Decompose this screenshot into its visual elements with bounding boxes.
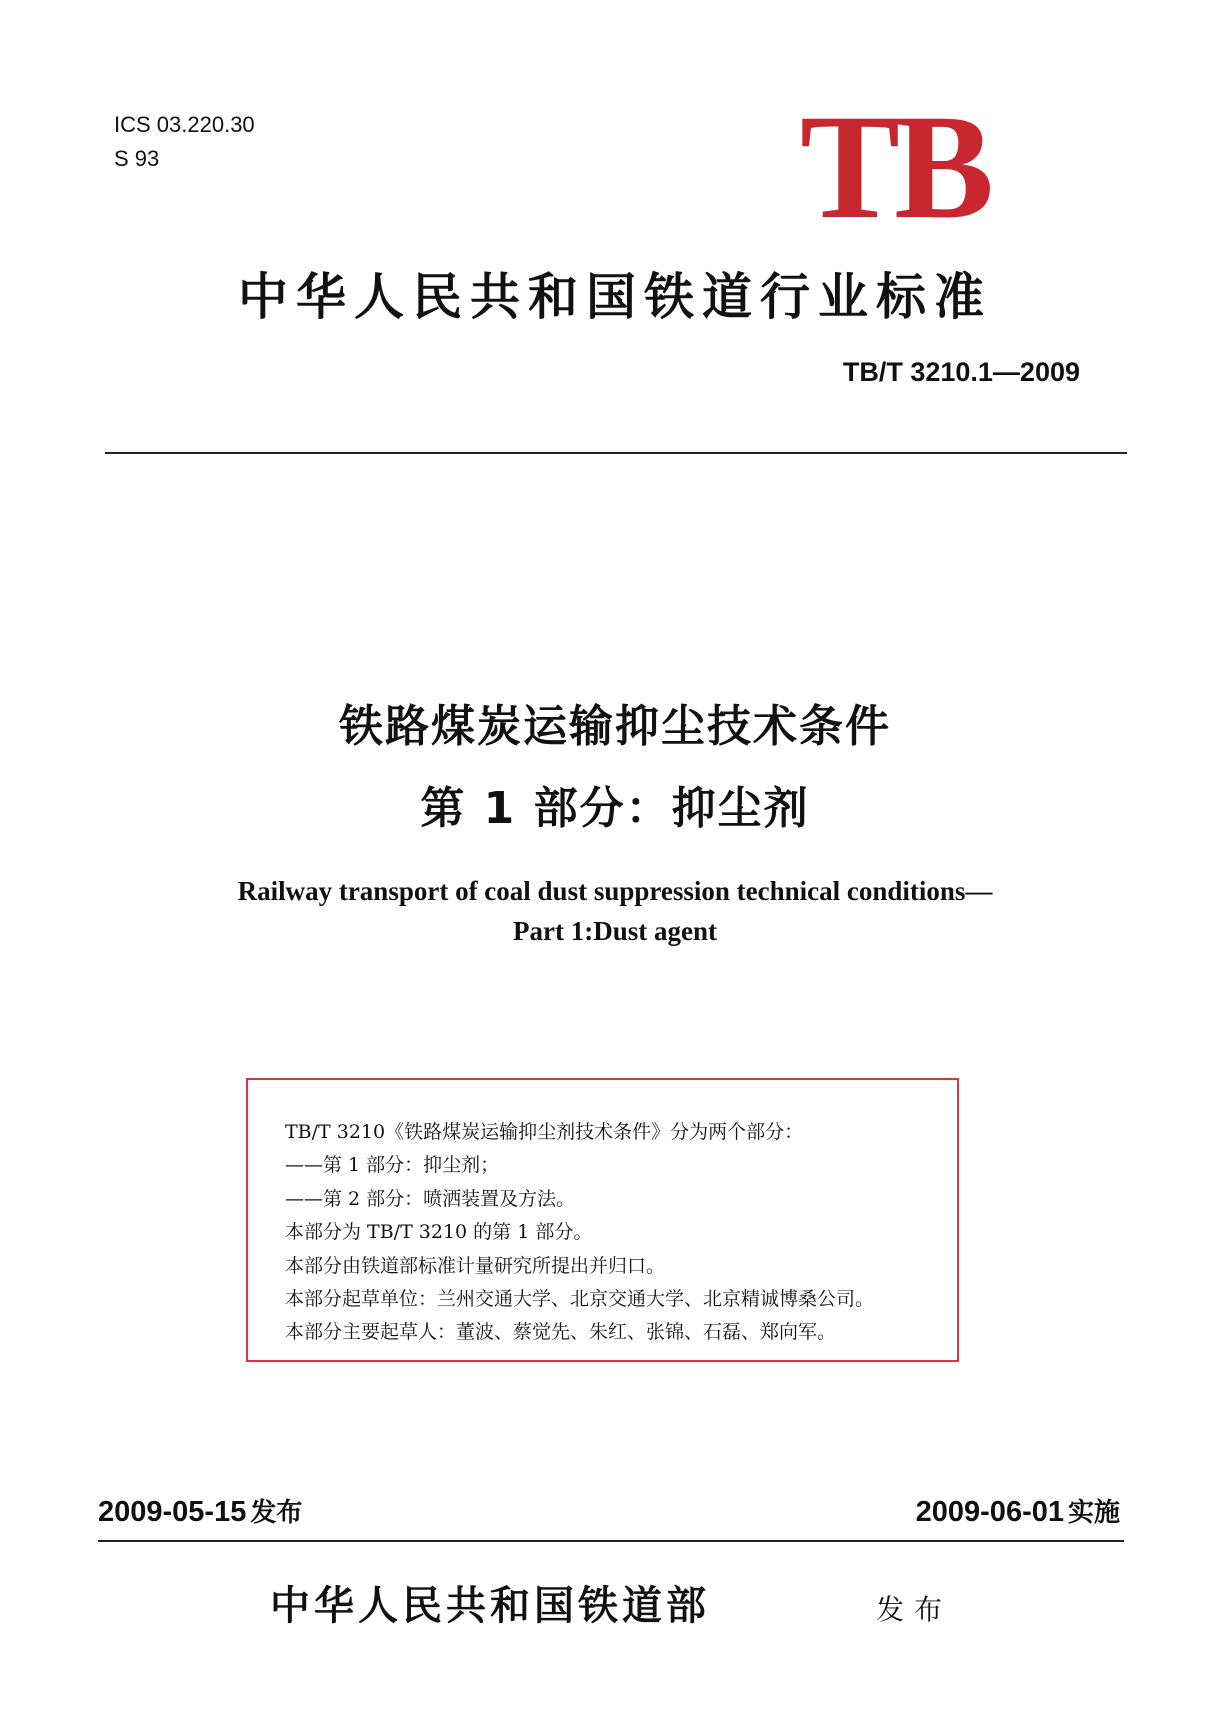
- issuer-word: 发布: [876, 1593, 953, 1626]
- ics-code: ICS 03.220.30: [114, 112, 255, 137]
- implement-label: 实施: [1067, 1498, 1120, 1528]
- info-box: [246, 1078, 959, 1362]
- publish-date: 2009-05-15: [98, 1496, 247, 1528]
- implement-date-block: [916, 1492, 1120, 1529]
- title-en-line1: Railway transport of coal dust suppression technical conditions—: [237, 876, 993, 906]
- issuer-name: 中华人民共和国铁道部: [270, 1582, 710, 1629]
- publish-label: 发布: [250, 1498, 303, 1528]
- ccs-code: S 93: [114, 146, 160, 171]
- title-cn-line2: 第 1 部分：抑尘剂: [420, 783, 810, 834]
- publish-date-block: [98, 1492, 302, 1529]
- info-line: ——第 2 部分：喷洒装置及方法。: [285, 1187, 576, 1210]
- implement-date: 2009-06-01: [915, 1496, 1064, 1528]
- header-divider: [105, 452, 1127, 454]
- title-cn-line1: 铁路煤炭运输抑尘技术条件: [339, 701, 891, 752]
- info-line: 本部分由铁道部标准计量研究所提出并归口。: [285, 1254, 666, 1277]
- standard-number: TB/T 3210.1—2009: [842, 357, 1080, 387]
- info-line: ——第 1 部分：抑尘剂；: [285, 1154, 500, 1177]
- organization-title: 中华人民共和国铁道行业标准: [238, 267, 992, 326]
- info-line: 本部分起草单位：兰州交通大学、北京交通大学、北京精诚博桑公司。: [285, 1288, 875, 1311]
- title-en-line2: Part 1:Dust agent: [513, 916, 717, 946]
- info-line: 本部分为 TB/T 3210 的第 1 部分。: [285, 1221, 593, 1244]
- footer-divider: [98, 1540, 1124, 1542]
- info-line: 本部分主要起草人：董波、蔡觉先、朱红、张锦、石磊、郑向军。: [285, 1321, 837, 1344]
- info-line: TB/T 3210《铁路煤炭运输抑尘剂技术条件》分为两个部分：: [285, 1121, 804, 1143]
- tb-logo: TB: [800, 84, 989, 250]
- classification-codes: [114, 108, 255, 176]
